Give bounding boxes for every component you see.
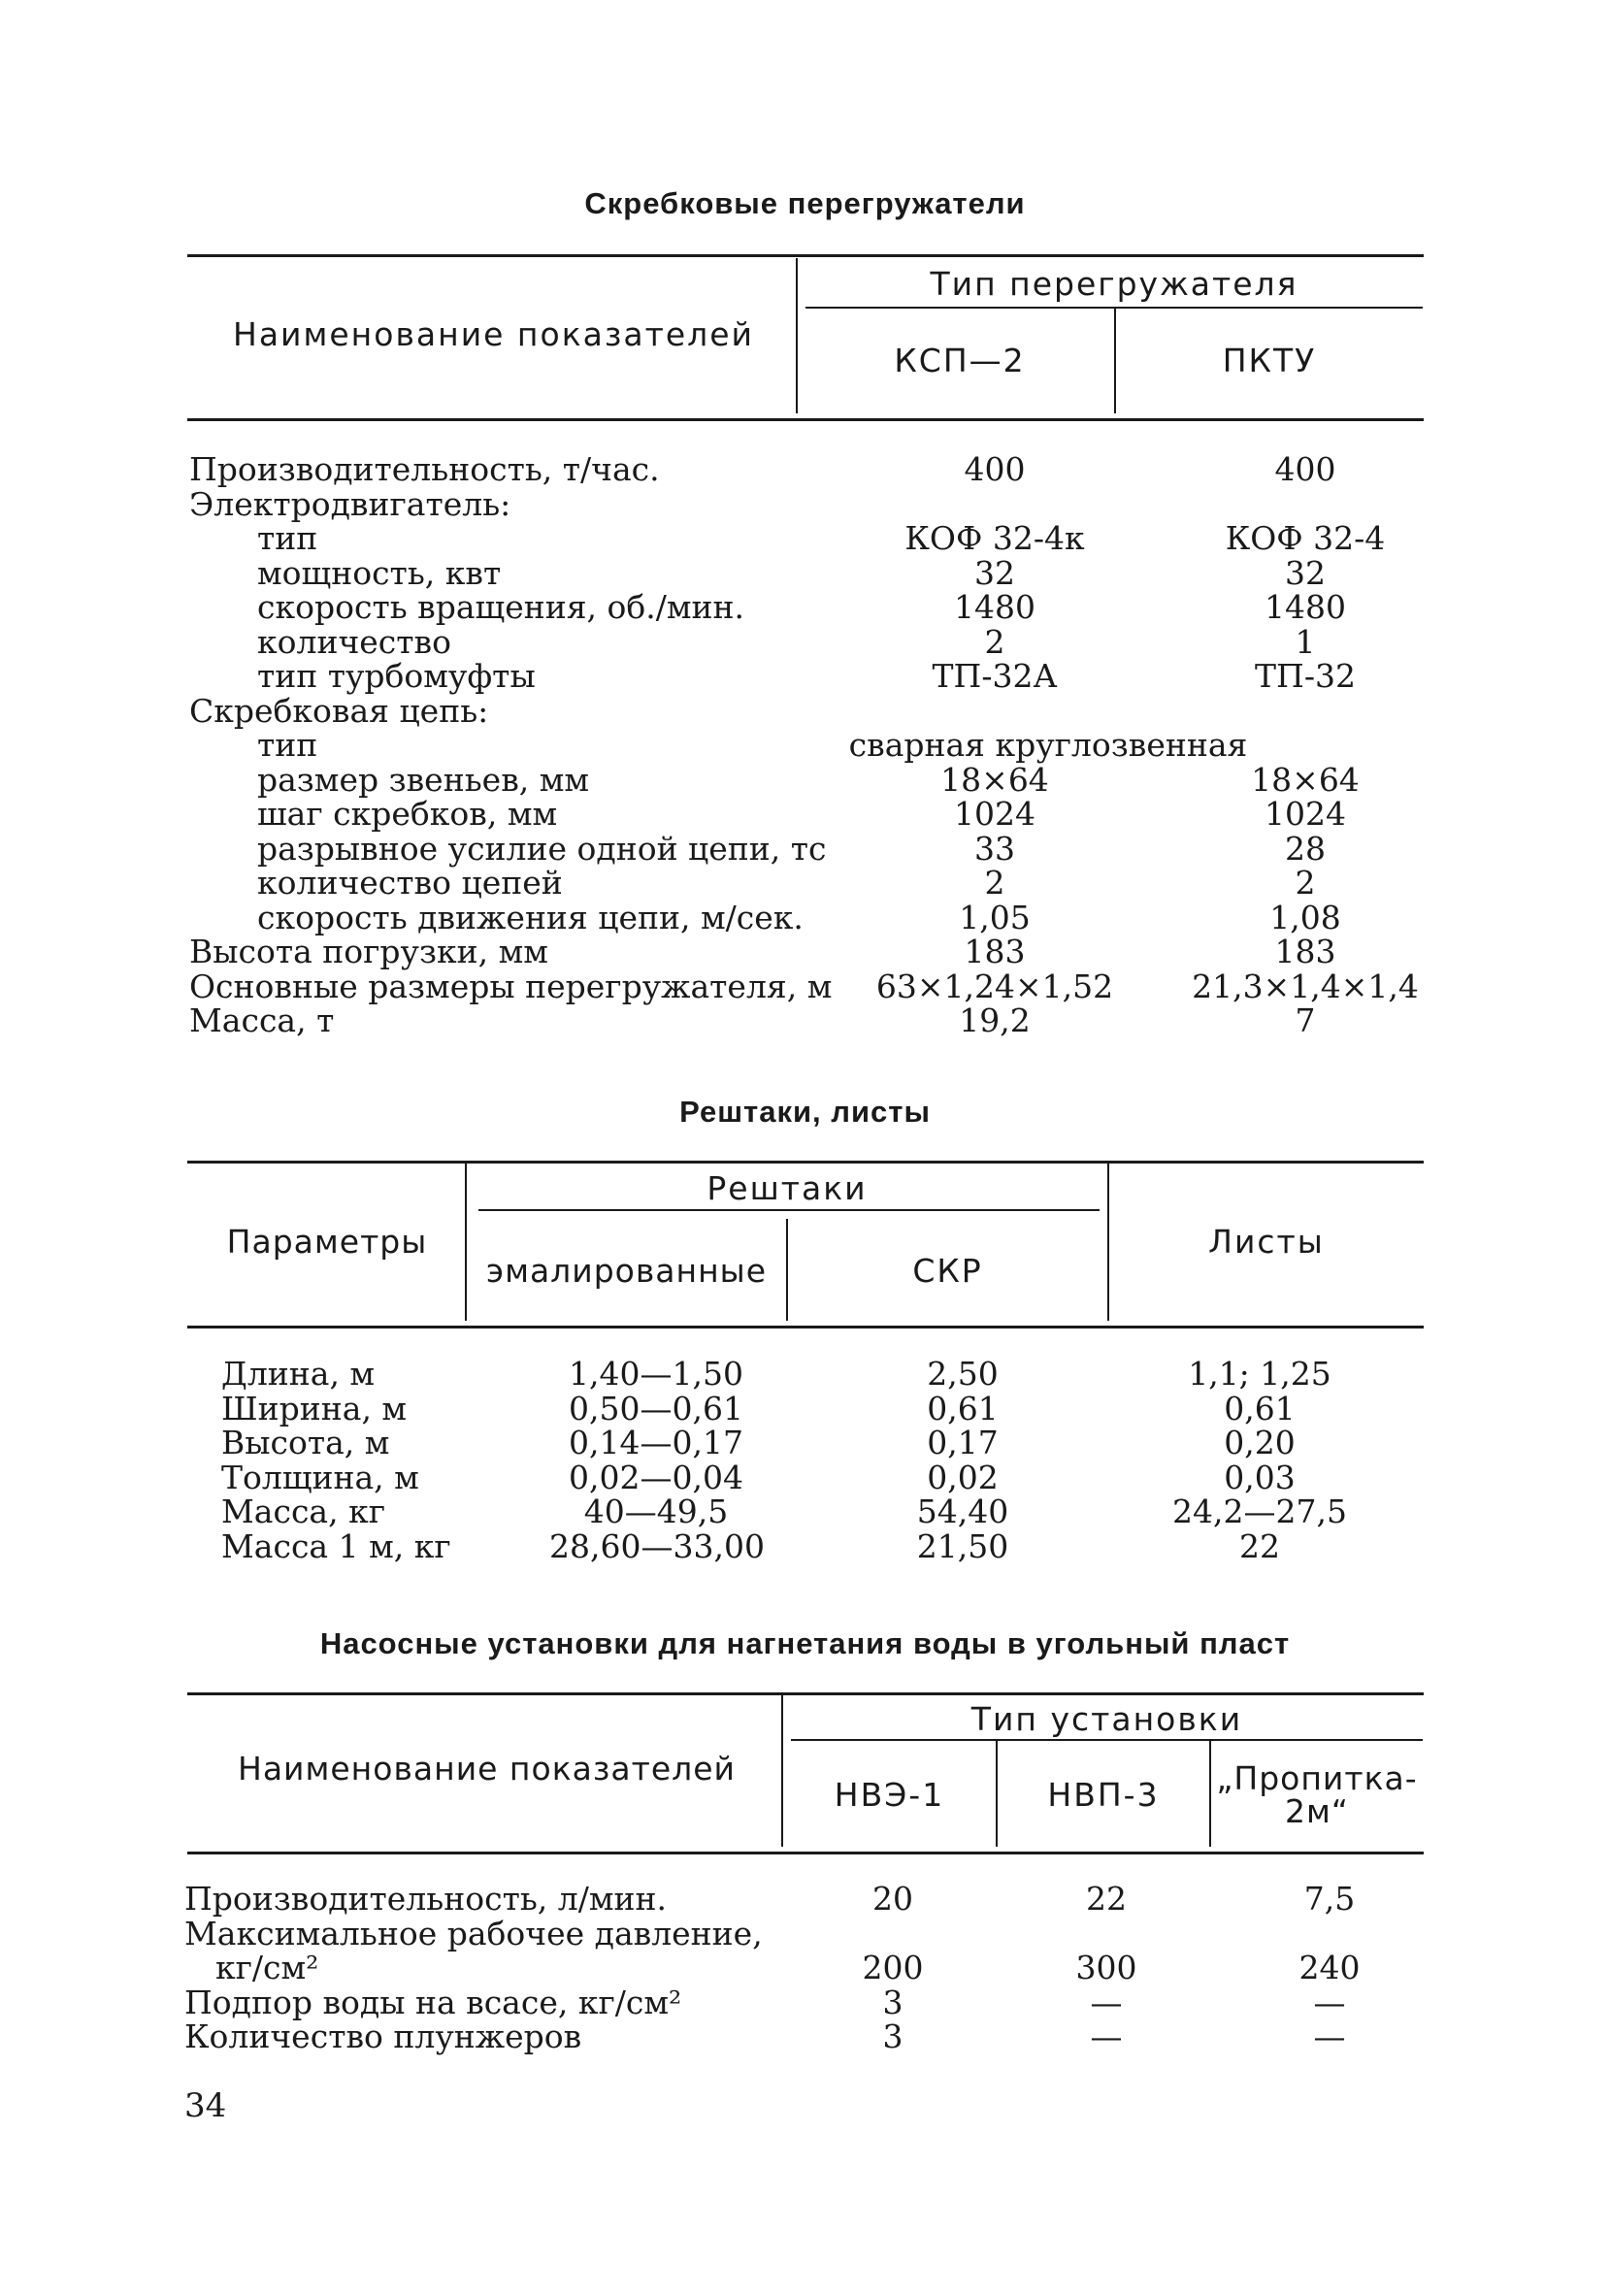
table3-header-param: Наименование показателей: [238, 1750, 736, 1788]
table1-header-group: Тип перегружателя: [930, 265, 1298, 303]
table1-col2-header: ПКТУ: [1222, 342, 1317, 379]
row-value-col3: 0,61: [1224, 1389, 1296, 1427]
row-value-col2: 1024: [1265, 795, 1346, 833]
table2-col2-header: СКР: [912, 1252, 983, 1290]
row-label: разрывное усилие одной цепи, тс: [257, 829, 827, 868]
row-label: Толщина, м: [221, 1458, 419, 1496]
row-value-col2: 54,40: [916, 1492, 1009, 1530]
row-label: Ширина, м: [221, 1389, 408, 1427]
table2-row: [221, 1460, 1424, 1495]
row-value-col1: 20: [872, 1880, 913, 1918]
table1-row: [189, 553, 1422, 592]
row-label: Производительность, т/час.: [189, 450, 660, 488]
table3-col1-header: НВЭ-1: [834, 1776, 945, 1814]
row-value-col2: 21,3×1,4×1,4: [1192, 967, 1419, 1005]
row-label: Подпор воды на всасе, кг/см²: [184, 1983, 682, 2021]
row-label: тип: [257, 519, 318, 557]
table1-row: [189, 521, 1422, 556]
table1-row: [189, 728, 1422, 763]
row-value-col1: 200: [862, 1949, 924, 1986]
table2-col3-header: Листы: [1208, 1223, 1325, 1261]
row-value-col2: 2: [1295, 864, 1316, 902]
table1-row: [189, 829, 1422, 868]
table3-group-rule: [791, 1739, 1423, 1741]
table2-row: [221, 1526, 1424, 1565]
row-value-col3: 240: [1298, 1949, 1361, 1986]
table2-title: Рештаки, листы: [679, 1095, 931, 1129]
row-value-col1: 19,2: [959, 1001, 1031, 1039]
row-label: шаг скребков, мм: [257, 795, 558, 833]
row-value-col3: 0,03: [1224, 1458, 1296, 1496]
table1-title: Скребковые перегружатели: [584, 186, 1026, 220]
row-label: скорость вращения, об./мин.: [257, 588, 745, 626]
row-value-col1: 0,02—0,04: [569, 1458, 743, 1496]
row-value-col1: 183: [964, 933, 1026, 970]
row-value-col1: 3: [882, 2017, 904, 2055]
table1-row: [189, 691, 1422, 730]
table2-group-rule: [478, 1209, 1100, 1211]
table1-row: [189, 797, 1422, 832]
row-value-col2: 2,50: [927, 1355, 999, 1393]
table3-col2-header: НВП-3: [1047, 1776, 1160, 1814]
row-value-col2: 1,08: [1269, 898, 1341, 936]
table1-row: [189, 969, 1422, 1004]
table2-top-rule: [187, 1161, 1424, 1164]
table3-body: [184, 1882, 1424, 2054]
row-value-col1: 0,14—0,17: [569, 1424, 743, 1461]
row-label: кг/см²: [215, 1949, 319, 1986]
row-value-col1: 0,50—0,61: [569, 1389, 743, 1427]
table1-row: [189, 760, 1422, 799]
row-value-span: сварная круглозвенная: [848, 726, 1248, 764]
row-label: Скребковая цепь:: [189, 691, 489, 730]
row-value-col3: —: [1313, 2017, 1346, 2055]
table3-row: [184, 1951, 1424, 1985]
table2-row: [221, 1389, 1424, 1427]
row-value-col2: 0,02: [927, 1458, 999, 1496]
row-value-col2: 28: [1285, 829, 1326, 868]
table1-header-bottom-rule: [187, 418, 1424, 421]
row-value-col1: 33: [974, 829, 1015, 868]
row-value-col1: 2: [984, 622, 1005, 661]
table3-col3-header-line2: 2м“: [1285, 1792, 1349, 1830]
row-value-col3: —: [1313, 1983, 1346, 2021]
row-label: Длина, м: [221, 1355, 376, 1393]
row-value-col2: 0,17: [927, 1424, 999, 1461]
row-label: количество: [257, 622, 451, 661]
row-label: Масса 1 м, кг: [221, 1526, 451, 1565]
row-label: Масса, кг: [221, 1492, 385, 1530]
page-number: 34: [184, 2086, 227, 2125]
row-label: количество цепей: [257, 864, 563, 902]
table1-header-vline: [796, 258, 798, 413]
row-value-col1: 1,40—1,50: [569, 1355, 743, 1393]
table3-header-vline: [781, 1695, 783, 1847]
table2-row: [221, 1494, 1424, 1529]
table2-body: [221, 1357, 1424, 1563]
table2-row: [221, 1426, 1424, 1460]
row-value-col1: КОФ 32-4к: [904, 519, 1085, 557]
table1-row: [189, 622, 1422, 661]
row-value-col1: 32: [974, 553, 1015, 592]
table3-top-rule: [187, 1692, 1424, 1695]
table3-row: [184, 1914, 1424, 1952]
row-value-col1: 1,05: [959, 898, 1031, 936]
table2-header-bottom-rule: [187, 1326, 1424, 1328]
row-label: Производительность, л/мин.: [184, 1880, 668, 1918]
table3-row: [184, 1985, 1424, 2020]
row-label: размер звеньев, мм: [257, 760, 590, 799]
table1-col1-header: КСП—2: [894, 342, 1026, 379]
row-label: Электродвигатель:: [189, 484, 511, 523]
row-value-col1: 2: [984, 864, 1005, 902]
row-value-col2: 400: [1274, 450, 1336, 488]
row-value-col2: КОФ 32-4: [1225, 519, 1386, 557]
row-value-col3: 1,1; 1,25: [1188, 1355, 1331, 1393]
table3-row: [184, 1882, 1424, 1917]
table1-row: [189, 935, 1422, 969]
table3-header-group: Тип установки: [970, 1700, 1243, 1738]
row-value-col2: 1: [1295, 622, 1316, 661]
row-value-col3: 24,2—27,5: [1172, 1492, 1347, 1530]
row-value-col2: 7: [1295, 1001, 1316, 1039]
table3-col3-header-line1: „Пропитка-: [1216, 1759, 1418, 1797]
row-value-col2: 300: [1075, 1949, 1137, 1986]
row-label: Максимальное рабочее давление,: [184, 1914, 763, 1952]
row-value-col1: 1480: [954, 588, 1035, 626]
row-value-col1: 18×64: [940, 760, 1049, 799]
row-label: тип: [257, 726, 318, 764]
row-value-col2: —: [1090, 1983, 1123, 2021]
table1-row: [189, 452, 1422, 487]
row-value-col2: 22: [1086, 1880, 1127, 1918]
table1-row: [189, 1003, 1422, 1038]
row-value-col3: 0,20: [1224, 1424, 1296, 1461]
row-label: Количество плунжеров: [184, 2017, 582, 2055]
table1-row: [189, 590, 1422, 625]
table2-header-group: Рештаки: [706, 1169, 868, 1207]
row-value-col1: 63×1,24×1,52: [875, 967, 1114, 1005]
table2-col1-header: эмалированные: [485, 1252, 768, 1290]
table1-row: [189, 866, 1422, 901]
row-value-col3: 7,5: [1303, 1880, 1356, 1918]
row-value-col1: 40—49,5: [583, 1492, 729, 1530]
row-label: мощность, квт: [257, 553, 502, 592]
row-label: тип турбомуфты: [257, 657, 536, 695]
row-value-col2: —: [1090, 2017, 1123, 2055]
table1-top-rule: [187, 254, 1424, 257]
row-value-col2: 21,50: [916, 1526, 1009, 1565]
row-value-col1: ТП-32А: [932, 657, 1058, 695]
table3-row: [184, 2019, 1424, 2054]
table1-row: [189, 898, 1422, 936]
table1-row: [189, 484, 1422, 523]
row-value-col1: 3: [882, 1983, 904, 2021]
row-value-col2: 0,61: [927, 1389, 999, 1427]
row-label: Основные размеры перегружателя, м: [189, 967, 833, 1005]
table3-title: Насосные установки для нагнетания воды в угольный пласт: [319, 1626, 1291, 1660]
table1-row: [189, 659, 1422, 694]
table3-header-bottom-rule: [187, 1852, 1424, 1854]
row-value-col2: 32: [1285, 553, 1326, 592]
row-value-col1: 400: [964, 450, 1026, 488]
row-label: скорость движения цепи, м/сек.: [257, 898, 804, 936]
row-value-col2: 1480: [1265, 588, 1346, 626]
row-value-col2: ТП-32: [1255, 657, 1356, 695]
table1-body: [189, 452, 1422, 1038]
row-label: Высота погрузки, мм: [189, 933, 548, 970]
table2-header-param: Параметры: [226, 1223, 428, 1261]
row-value-col1: 1024: [954, 795, 1035, 833]
row-value-col1: 28,60—33,00: [549, 1526, 765, 1565]
row-value-col2: 18×64: [1251, 760, 1360, 799]
row-value-col3: 22: [1239, 1526, 1280, 1565]
table2-row: [221, 1357, 1424, 1392]
row-label: Высота, м: [221, 1424, 390, 1461]
table1-header-param: Наименование показателей: [233, 315, 754, 353]
row-value-col2: 183: [1274, 933, 1336, 970]
row-label: Масса, т: [189, 1001, 335, 1039]
